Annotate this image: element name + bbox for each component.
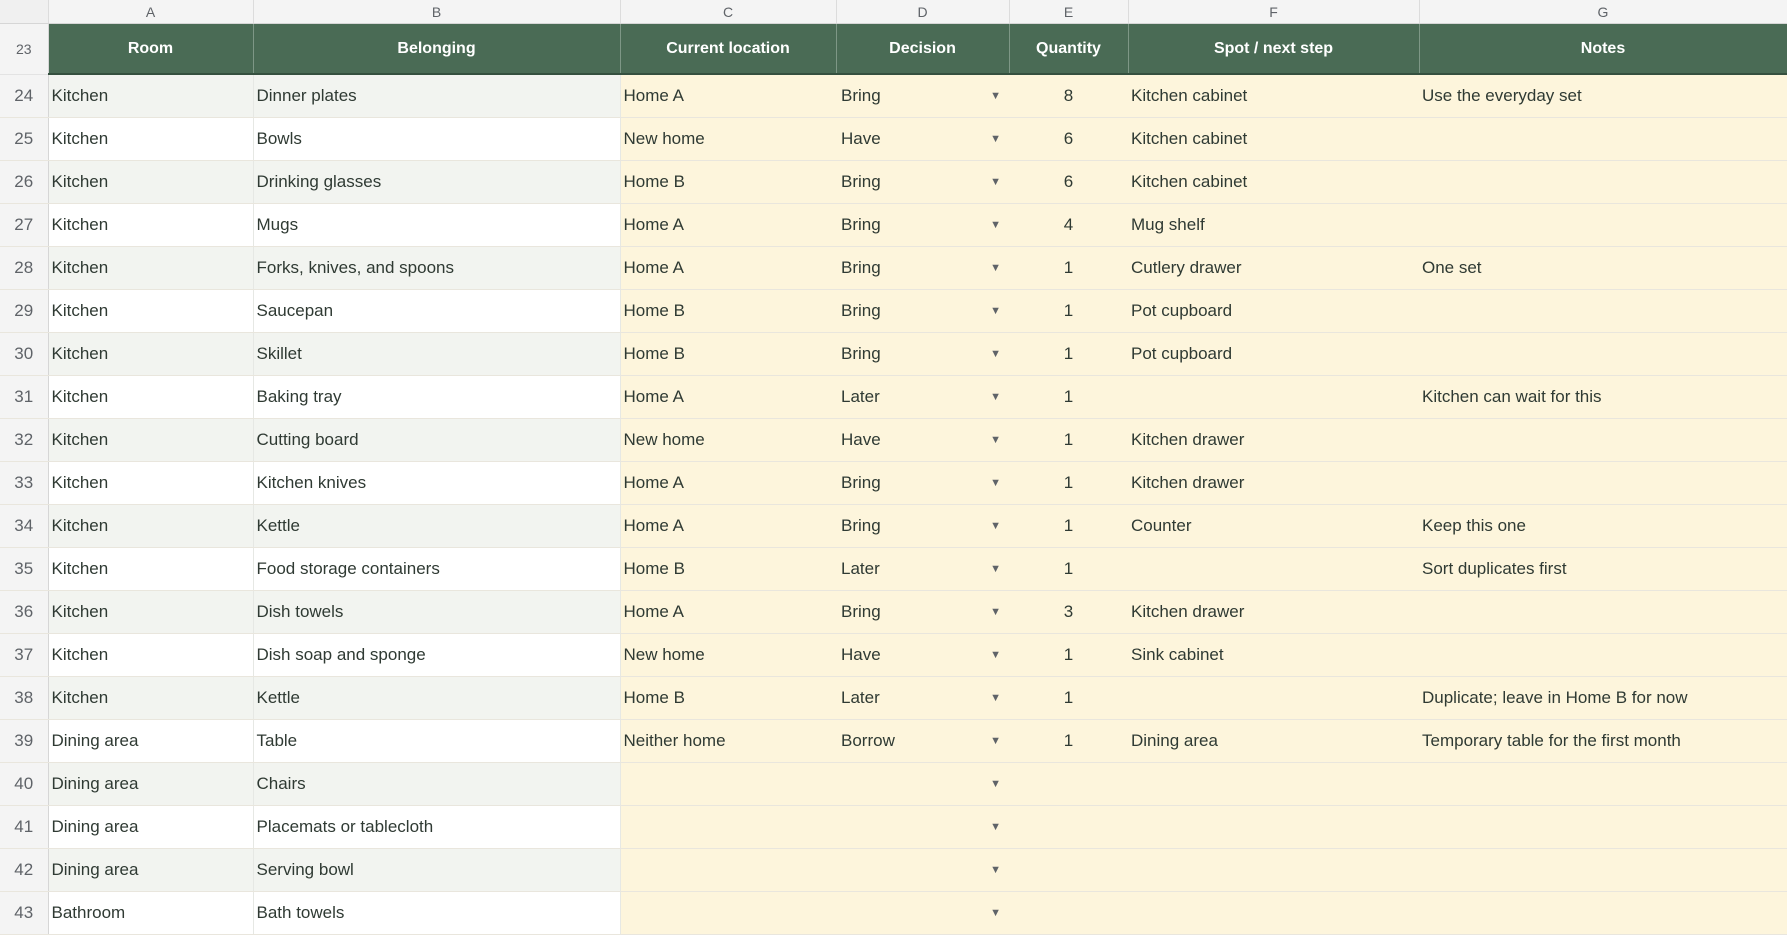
cell-room[interactable]: Kitchen — [48, 376, 253, 419]
cell-room[interactable]: Kitchen — [48, 548, 253, 591]
cell-notes[interactable]: One set — [1419, 247, 1787, 290]
cell-quantity[interactable]: 1 — [1009, 677, 1128, 720]
row-number[interactable]: 23 — [0, 24, 48, 75]
table-row — [0, 892, 1787, 935]
cell-decision-dropdown[interactable] — [836, 204, 1009, 247]
column-header-e[interactable]: E — [1009, 0, 1128, 24]
cell-belonging[interactable]: Chairs — [253, 763, 620, 806]
cell-current-location[interactable] — [620, 892, 836, 935]
header-belonging[interactable]: Belonging — [253, 24, 620, 75]
cell-decision-dropdown[interactable] — [836, 849, 1009, 892]
cell-notes[interactable] — [1419, 849, 1787, 892]
table-row — [0, 591, 1787, 634]
table-row — [0, 161, 1787, 204]
cell-current-location[interactable]: Home A — [620, 376, 836, 419]
table-row — [0, 290, 1787, 333]
cell-spot-next-step[interactable] — [1128, 763, 1419, 806]
dropdown-arrow-icon[interactable]: ▼ — [990, 133, 1001, 145]
table-header-row — [0, 24, 1787, 75]
decision-dropdown[interactable] — [839, 548, 1009, 590]
dropdown-arrow-icon[interactable]: ▼ — [990, 391, 1001, 403]
row-number[interactable]: 32 — [0, 419, 48, 462]
dropdown-arrow-icon[interactable]: ▼ — [990, 305, 1001, 317]
decision-value: Have — [841, 645, 881, 664]
cell-room[interactable]: Kitchen — [48, 290, 253, 333]
decision-dropdown[interactable] — [839, 75, 1009, 117]
decision-dropdown[interactable] — [839, 677, 1009, 719]
dropdown-arrow-icon[interactable]: ▼ — [990, 907, 1001, 919]
table-row — [0, 74, 1787, 118]
table-row — [0, 333, 1787, 376]
cell-decision-dropdown[interactable] — [836, 462, 1009, 505]
dropdown-arrow-icon[interactable]: ▼ — [990, 219, 1001, 231]
decision-dropdown[interactable] — [839, 505, 1009, 547]
cell-belonging[interactable]: Food storage containers — [253, 548, 620, 591]
row-number[interactable]: 39 — [0, 720, 48, 763]
cell-quantity[interactable]: 1 — [1009, 548, 1128, 591]
cell-spot-next-step[interactable]: Mug shelf — [1128, 204, 1419, 247]
cell-room[interactable]: Dining area — [48, 720, 253, 763]
dropdown-arrow-icon[interactable]: ▼ — [990, 90, 1001, 102]
cell-room[interactable]: Kitchen — [48, 634, 253, 677]
cell-decision-dropdown[interactable] — [836, 677, 1009, 720]
cell-notes[interactable] — [1419, 462, 1787, 505]
cell-quantity[interactable]: 1 — [1009, 290, 1128, 333]
cell-spot-next-step[interactable]: Kitchen drawer — [1128, 462, 1419, 505]
cell-belonging[interactable]: Drinking glasses — [253, 161, 620, 204]
cell-belonging[interactable]: Cutting board — [253, 419, 620, 462]
row-number[interactable]: 29 — [0, 290, 48, 333]
row-number[interactable]: 25 — [0, 118, 48, 161]
column-header-a[interactable]: A — [48, 0, 253, 24]
cell-decision-dropdown[interactable] — [836, 892, 1009, 935]
decision-dropdown[interactable] — [839, 720, 1009, 762]
cell-spot-next-step[interactable] — [1128, 892, 1419, 935]
row-number[interactable]: 37 — [0, 634, 48, 677]
cell-spot-next-step[interactable]: Kitchen cabinet — [1128, 74, 1419, 118]
cell-current-location[interactable]: New home — [620, 634, 836, 677]
cell-quantity[interactable]: 1 — [1009, 634, 1128, 677]
cell-decision-dropdown[interactable] — [836, 806, 1009, 849]
table-row — [0, 806, 1787, 849]
table-row — [0, 849, 1787, 892]
cell-current-location[interactable]: Home B — [620, 548, 836, 591]
cell-notes[interactable]: Sort duplicates first — [1419, 548, 1787, 591]
cell-belonging[interactable]: Saucepan — [253, 290, 620, 333]
dropdown-arrow-icon[interactable]: ▼ — [990, 692, 1001, 704]
header-notes[interactable]: Notes — [1419, 24, 1787, 75]
cell-room[interactable]: Kitchen — [48, 247, 253, 290]
cell-notes[interactable]: Duplicate; leave in Home B for now — [1419, 677, 1787, 720]
table-row — [0, 505, 1787, 548]
cell-room[interactable]: Dining area — [48, 806, 253, 849]
cell-spot-next-step[interactable] — [1128, 376, 1419, 419]
cell-decision-dropdown[interactable] — [836, 247, 1009, 290]
cell-belonging[interactable]: Skillet — [253, 333, 620, 376]
cell-quantity[interactable]: 8 — [1009, 74, 1128, 118]
cell-current-location[interactable]: Home B — [620, 290, 836, 333]
cell-decision-dropdown[interactable] — [836, 376, 1009, 419]
cell-notes[interactable] — [1419, 204, 1787, 247]
decision-dropdown[interactable] — [839, 247, 1009, 289]
cell-decision-dropdown[interactable] — [836, 548, 1009, 591]
decision-dropdown[interactable] — [839, 591, 1009, 633]
table-row — [0, 720, 1787, 763]
cell-spot-next-step[interactable] — [1128, 548, 1419, 591]
column-header-d[interactable]: D — [836, 0, 1009, 24]
header-decision[interactable]: Decision — [836, 24, 1009, 75]
cell-belonging[interactable]: Kettle — [253, 505, 620, 548]
decision-value: Bring — [841, 172, 881, 191]
cell-current-location[interactable]: Home A — [620, 462, 836, 505]
cell-decision-dropdown[interactable] — [836, 505, 1009, 548]
cell-decision-dropdown[interactable] — [836, 333, 1009, 376]
cell-spot-next-step[interactable]: Kitchen cabinet — [1128, 118, 1419, 161]
cell-decision-dropdown[interactable] — [836, 634, 1009, 677]
decision-value: Have — [841, 430, 881, 449]
cell-current-location[interactable]: New home — [620, 118, 836, 161]
cell-quantity[interactable] — [1009, 849, 1128, 892]
dropdown-arrow-icon[interactable]: ▼ — [990, 477, 1001, 489]
cell-room[interactable]: Kitchen — [48, 462, 253, 505]
cell-room[interactable]: Kitchen — [48, 74, 253, 118]
cell-belonging[interactable]: Mugs — [253, 204, 620, 247]
cell-current-location[interactable]: Home B — [620, 333, 836, 376]
table-row — [0, 548, 1787, 591]
cell-spot-next-step[interactable] — [1128, 677, 1419, 720]
column-header-c[interactable]: C — [620, 0, 836, 24]
cell-quantity[interactable]: 1 — [1009, 247, 1128, 290]
dropdown-arrow-icon[interactable]: ▼ — [990, 176, 1001, 188]
decision-dropdown[interactable] — [839, 204, 1009, 246]
cell-quantity[interactable]: 1 — [1009, 333, 1128, 376]
cell-quantity[interactable]: 4 — [1009, 204, 1128, 247]
cell-notes[interactable] — [1419, 161, 1787, 204]
cell-spot-next-step[interactable]: Counter — [1128, 505, 1419, 548]
header-room[interactable]: Room — [48, 24, 253, 75]
dropdown-arrow-icon[interactable]: ▼ — [990, 348, 1001, 360]
cell-belonging[interactable]: Dish towels — [253, 591, 620, 634]
decision-value: Bring — [841, 86, 881, 105]
cell-quantity[interactable]: 1 — [1009, 376, 1128, 419]
cell-current-location[interactable]: Home A — [620, 591, 836, 634]
cell-room[interactable]: Kitchen — [48, 677, 253, 720]
cell-current-location[interactable]: Home B — [620, 677, 836, 720]
row-number[interactable]: 30 — [0, 333, 48, 376]
dropdown-arrow-icon[interactable]: ▼ — [990, 821, 1001, 833]
cell-notes[interactable]: Temporary table for the first month — [1419, 720, 1787, 763]
cell-notes[interactable] — [1419, 763, 1787, 806]
row-number[interactable]: 38 — [0, 677, 48, 720]
cell-quantity[interactable]: 1 — [1009, 505, 1128, 548]
cell-current-location[interactable]: Neither home — [620, 720, 836, 763]
table-row — [0, 118, 1787, 161]
decision-dropdown[interactable] — [839, 376, 1009, 418]
cell-decision-dropdown[interactable] — [836, 591, 1009, 634]
column-header-f[interactable]: F — [1128, 0, 1419, 24]
cell-current-location[interactable] — [620, 763, 836, 806]
cell-spot-next-step[interactable]: Pot cupboard — [1128, 290, 1419, 333]
decision-dropdown[interactable] — [839, 118, 1009, 160]
cell-notes[interactable]: Kitchen can wait for this — [1419, 376, 1787, 419]
decision-value: Later — [841, 559, 880, 578]
cell-notes[interactable] — [1419, 591, 1787, 634]
decision-value: Later — [841, 688, 880, 707]
cell-current-location[interactable]: New home — [620, 419, 836, 462]
decision-dropdown[interactable] — [839, 634, 1009, 676]
row-number[interactable]: 26 — [0, 161, 48, 204]
cell-room[interactable]: Dining area — [48, 763, 253, 806]
cell-spot-next-step[interactable] — [1128, 849, 1419, 892]
table-row — [0, 376, 1787, 419]
table-row — [0, 247, 1787, 290]
cell-belonging[interactable]: Table — [253, 720, 620, 763]
cell-current-location[interactable]: Home A — [620, 204, 836, 247]
cell-room[interactable]: Kitchen — [48, 118, 253, 161]
dropdown-arrow-icon[interactable]: ▼ — [990, 606, 1001, 618]
cell-spot-next-step[interactable]: Sink cabinet — [1128, 634, 1419, 677]
row-number[interactable]: 42 — [0, 849, 48, 892]
cell-current-location[interactable]: Home B — [620, 161, 836, 204]
header-spot-next-step[interactable]: Spot / next step — [1128, 24, 1419, 75]
cell-notes[interactable] — [1419, 419, 1787, 462]
cell-quantity[interactable] — [1009, 763, 1128, 806]
decision-dropdown[interactable] — [839, 806, 1009, 848]
cell-quantity[interactable]: 1 — [1009, 419, 1128, 462]
decision-value: Bring — [841, 301, 881, 320]
cell-notes[interactable]: Keep this one — [1419, 505, 1787, 548]
table-row — [0, 462, 1787, 505]
row-number[interactable]: 35 — [0, 548, 48, 591]
select-all-corner[interactable] — [0, 0, 48, 24]
cell-room[interactable]: Kitchen — [48, 591, 253, 634]
dropdown-arrow-icon[interactable]: ▼ — [990, 520, 1001, 532]
dropdown-arrow-icon[interactable]: ▼ — [990, 864, 1001, 876]
table-body — [0, 74, 1787, 935]
cell-current-location[interactable] — [620, 806, 836, 849]
cell-decision-dropdown[interactable] — [836, 161, 1009, 204]
column-header-g[interactable]: G — [1419, 0, 1787, 24]
cell-quantity[interactable] — [1009, 892, 1128, 935]
dropdown-arrow-icon[interactable]: ▼ — [990, 735, 1001, 747]
cell-current-location[interactable]: Home A — [620, 74, 836, 118]
cell-room[interactable]: Dining area — [48, 849, 253, 892]
row-number[interactable]: 41 — [0, 806, 48, 849]
cell-quantity[interactable]: 6 — [1009, 118, 1128, 161]
row-number[interactable]: 33 — [0, 462, 48, 505]
cell-decision-dropdown[interactable] — [836, 118, 1009, 161]
decision-value: Bring — [841, 258, 881, 277]
cell-belonging[interactable]: Bath towels — [253, 892, 620, 935]
row-number[interactable]: 36 — [0, 591, 48, 634]
row-number[interactable]: 40 — [0, 763, 48, 806]
cell-belonging[interactable]: Forks, knives, and spoons — [253, 247, 620, 290]
row-number[interactable]: 24 — [0, 74, 48, 118]
table-row — [0, 204, 1787, 247]
dropdown-arrow-icon[interactable]: ▼ — [990, 649, 1001, 661]
cell-room[interactable]: Kitchen — [48, 204, 253, 247]
decision-dropdown[interactable] — [839, 419, 1009, 461]
cell-notes[interactable] — [1419, 806, 1787, 849]
decision-dropdown[interactable] — [839, 892, 1009, 934]
decision-value: Borrow — [841, 731, 895, 750]
decision-value: Bring — [841, 602, 881, 621]
row-number[interactable]: 27 — [0, 204, 48, 247]
row-number[interactable]: 34 — [0, 505, 48, 548]
cell-belonging[interactable]: Placemats or tablecloth — [253, 806, 620, 849]
cell-decision-dropdown[interactable] — [836, 290, 1009, 333]
cell-decision-dropdown[interactable] — [836, 763, 1009, 806]
cell-notes[interactable] — [1419, 290, 1787, 333]
decision-dropdown[interactable] — [839, 849, 1009, 891]
cell-spot-next-step[interactable]: Kitchen drawer — [1128, 419, 1419, 462]
cell-room[interactable]: Kitchen — [48, 505, 253, 548]
cell-belonging[interactable]: Bowls — [253, 118, 620, 161]
cell-current-location[interactable]: Home A — [620, 505, 836, 548]
decision-dropdown[interactable] — [839, 462, 1009, 504]
cell-room[interactable]: Kitchen — [48, 161, 253, 204]
cell-room[interactable]: Kitchen — [48, 333, 253, 376]
decision-value: Bring — [841, 516, 881, 535]
cell-room[interactable]: Kitchen — [48, 419, 253, 462]
cell-spot-next-step[interactable]: Kitchen drawer — [1128, 591, 1419, 634]
dropdown-arrow-icon[interactable]: ▼ — [990, 262, 1001, 274]
cell-spot-next-step[interactable]: Kitchen cabinet — [1128, 161, 1419, 204]
column-header-b[interactable]: B — [253, 0, 620, 24]
cell-belonging[interactable]: Dinner plates — [253, 74, 620, 118]
column-letter-row — [0, 0, 1787, 24]
cell-quantity[interactable] — [1009, 806, 1128, 849]
decision-value: Bring — [841, 473, 881, 492]
decision-dropdown[interactable] — [839, 333, 1009, 375]
cell-quantity[interactable]: 3 — [1009, 591, 1128, 634]
cell-notes[interactable] — [1419, 118, 1787, 161]
table-row — [0, 634, 1787, 677]
cell-quantity[interactable]: 1 — [1009, 720, 1128, 763]
decision-value: Later — [841, 387, 880, 406]
dropdown-arrow-icon[interactable]: ▼ — [990, 434, 1001, 446]
row-number[interactable]: 43 — [0, 892, 48, 935]
cell-notes[interactable] — [1419, 892, 1787, 935]
cell-belonging[interactable]: Dish soap and sponge — [253, 634, 620, 677]
decision-value: Bring — [841, 215, 881, 234]
decision-dropdown[interactable] — [839, 290, 1009, 332]
table-row — [0, 419, 1787, 462]
header-quantity[interactable]: Quantity — [1009, 24, 1128, 75]
decision-value: Bring — [841, 344, 881, 363]
cell-spot-next-step[interactable]: Cutlery drawer — [1128, 247, 1419, 290]
cell-belonging[interactable]: Serving bowl — [253, 849, 620, 892]
cell-belonging[interactable]: Baking tray — [253, 376, 620, 419]
row-number[interactable]: 28 — [0, 247, 48, 290]
decision-dropdown[interactable] — [839, 763, 1009, 805]
cell-notes[interactable]: Use the everyday set — [1419, 74, 1787, 118]
cell-notes[interactable] — [1419, 634, 1787, 677]
cell-spot-next-step[interactable]: Dining area — [1128, 720, 1419, 763]
table-row — [0, 677, 1787, 720]
cell-decision-dropdown[interactable] — [836, 419, 1009, 462]
cell-belonging[interactable]: Kitchen knives — [253, 462, 620, 505]
dropdown-arrow-icon[interactable]: ▼ — [990, 778, 1001, 790]
decision-dropdown[interactable] — [839, 161, 1009, 203]
dropdown-arrow-icon[interactable]: ▼ — [990, 563, 1001, 575]
cell-current-location[interactable] — [620, 849, 836, 892]
cell-room[interactable]: Bathroom — [48, 892, 253, 935]
cell-decision-dropdown[interactable] — [836, 74, 1009, 118]
row-number[interactable]: 31 — [0, 376, 48, 419]
cell-decision-dropdown[interactable] — [836, 720, 1009, 763]
cell-spot-next-step[interactable] — [1128, 806, 1419, 849]
table-row — [0, 763, 1787, 806]
cell-current-location[interactable]: Home A — [620, 247, 836, 290]
cell-notes[interactable] — [1419, 333, 1787, 376]
decision-value: Have — [841, 129, 881, 148]
cell-quantity[interactable]: 6 — [1009, 161, 1128, 204]
header-current-location[interactable]: Current location — [620, 24, 836, 75]
cell-belonging[interactable]: Kettle — [253, 677, 620, 720]
cell-quantity[interactable]: 1 — [1009, 462, 1128, 505]
cell-spot-next-step[interactable]: Pot cupboard — [1128, 333, 1419, 376]
